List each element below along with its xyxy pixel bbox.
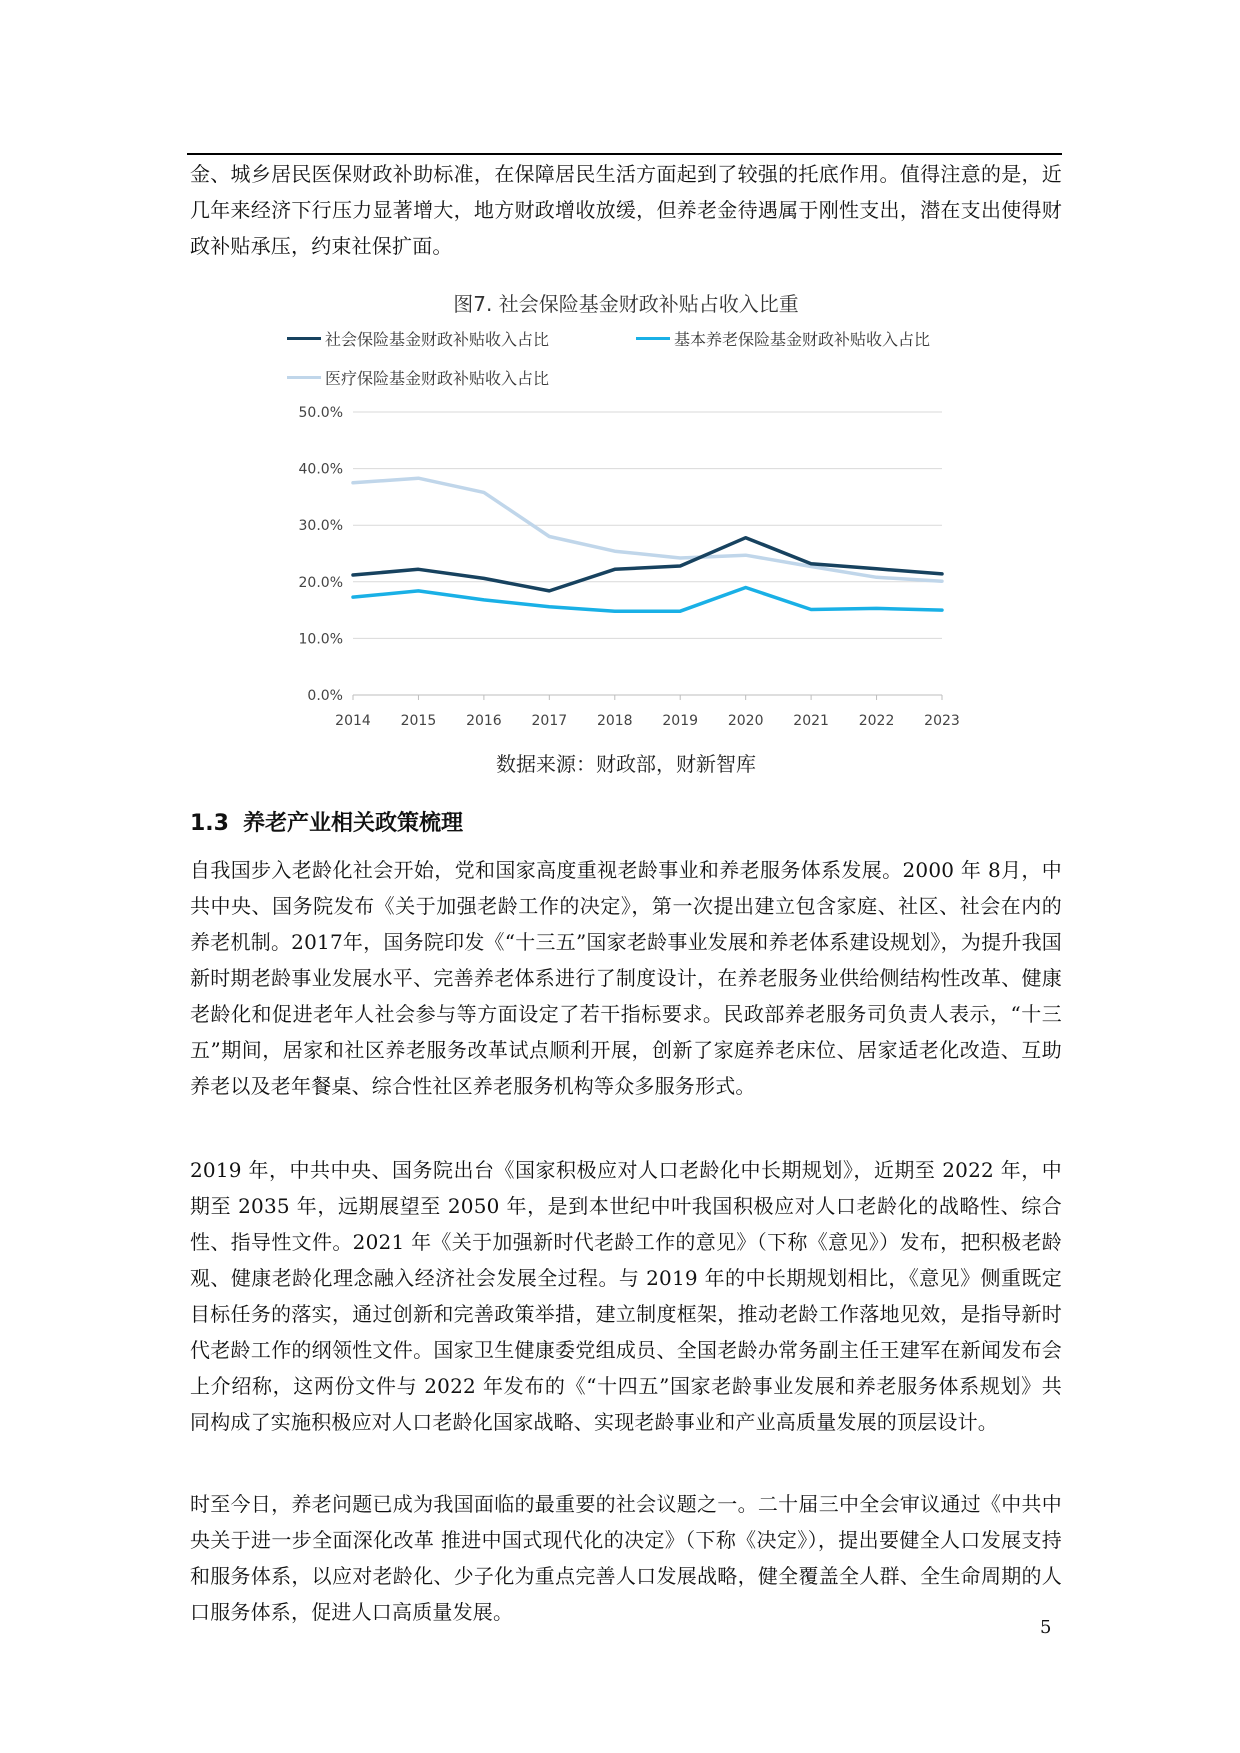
y-tick-label: 20.0% (298, 574, 343, 591)
x-tick-label: 2022 (858, 713, 895, 729)
legend-item-social-insurance (287, 327, 549, 350)
x-tick-label: 2015 (400, 713, 437, 729)
x-tick-label: 2021 (793, 713, 829, 729)
section-number: 1.3 (190, 811, 229, 836)
x-tick-label: 2016 (466, 713, 502, 729)
x-tick-label: 2017 (531, 713, 568, 729)
legend-item-pension (636, 327, 930, 350)
legend-label: 基本养老保险基金财政补贴收入占比 (674, 330, 931, 349)
x-tick-label: 2018 (596, 713, 633, 729)
legend-item-medical (287, 366, 549, 389)
section-heading (190, 806, 463, 837)
y-tick-label: 50.0% (298, 405, 343, 421)
paragraph-history: 自我国步入老龄化社会开始，党和国家高度重视老龄事业和养老服务体系发展。2000 年 8月，中共中央、国务院发布《关于加强老龄工作的决定》，第一次提出建立包含家庭、社区、社会在内的养老机制。2017年，国务院印发《“十三五”国家老龄事业发展和养老体系建设规划》，为提升我国新时期老龄事业发展水平、完善养老体系进行了制度设计，在养老服务业供给侧结构性改革、健康老龄化和促进老年人社会参与等方面设定了若干指标要求。民政部养老服务司负责人表示，“十三五”期间，居家和社区养老服务改革试点顺利开展，创新了家庭养老床位、居家适老化改造、互助养老以及老年餐桌、综合性社区养老服务机构等众多服务形式。 (190, 858, 1062, 1098)
paragraph-today: 时至今日，养老问题已成为我国面临的最重要的社会议题之一。二十届三中全会审议通过《中共中央关于进一步全面深化改革 推进中国式现代化的决定》（下称《决定》），提出要健全人口发展支持和服务体系，以应对老龄化、少子化为重点完善人口发展战略，健全覆盖全人群、全生命周期的人口服务体系，促进人口高质量发展。 (190, 1492, 1062, 1624)
x-tick-label: 2019 (662, 713, 699, 729)
y-tick-label: 30.0% (298, 518, 343, 535)
series-line-1 (353, 588, 942, 612)
y-tick-label: 40.0% (298, 461, 343, 478)
legend-swatch (287, 376, 321, 379)
figure-title: 图7. 社会保险基金财政补贴占收入比重 (453, 292, 799, 316)
x-tick-label: 2023 (924, 713, 960, 729)
paragraph-intro: 金、城乡居民医保财政补助标准，在保障居民生活方面起到了较强的托底作用。值得注意的是，近几年来经济下行压力显著增大，地方财政增收放缓，但养老金待遇属于刚性支出，潜在支出使得财政补贴承压，约束社保扩面。 (190, 162, 1062, 258)
legend-label: 社会保险基金财政补贴收入占比 (325, 330, 550, 349)
line-chart (270, 395, 970, 740)
section-title: 养老产业相关政策梳理 (242, 811, 463, 836)
legend-label: 医疗保险基金财政补贴收入占比 (325, 369, 550, 388)
series-line-0 (353, 538, 942, 591)
x-tick-label: 2020 (727, 713, 764, 729)
header-rule (187, 153, 1062, 155)
figure-source: 数据来源：财政部，财新智库 (496, 752, 756, 776)
legend-swatch (636, 337, 670, 340)
page-number: 5 (1040, 1617, 1052, 1638)
paragraph-plans: 2019 年，中共中央、国务院出台《国家积极应对人口老龄化中长期规划》，近期至 2022 年，中期至 2035 年，远期展望至 2050 年，是到本世纪中叶我国积极应对人口老龄化的战略性、综合性、指导性文件。2021 年《关于加强新时代老龄工作的意见》（下称《意见》）发布，把积极老龄观、健康老龄化理念融入经济社会发展全过程。与 2019 年的中长期规划相比，《意见》侧重既定目标任务的落实，通过创新和完善政策举措，建立制度框架，推动老龄工作落地见效，是指导新时代老龄工作的纲领性文件。国家卫生健康委党组成员、全国老龄办常务副主任王建军在新闻发布会上介绍称，这两份文件与 2022 年发布的《“十四五”国家老龄事业发展和养老服务体系规划》共同构成了实施积极应对人口老龄化国家战略、实现老龄事业和产业高质量发展的顶层设计。 (190, 1158, 1063, 1434)
x-tick-label: 2014 (335, 713, 371, 729)
y-tick-label: 10.0% (298, 631, 343, 648)
y-tick-label: 0.0% (307, 688, 343, 704)
legend-swatch (287, 337, 321, 340)
